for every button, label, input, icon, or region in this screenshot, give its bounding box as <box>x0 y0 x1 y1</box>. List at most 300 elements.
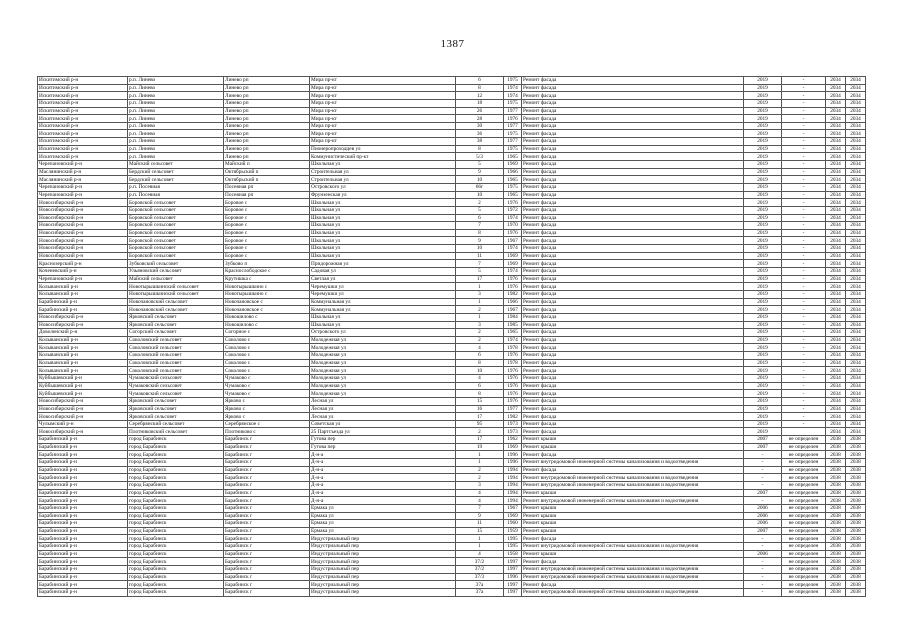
district-cell: Новосибирский р-н <box>38 313 128 321</box>
start-year-cell: 2034 <box>826 336 846 344</box>
end-year-cell: 2034 <box>846 206 866 214</box>
table-row <box>38 237 866 245</box>
house-number-cell: 38 <box>456 138 504 146</box>
last-repair-year-cell: - <box>744 558 782 566</box>
municipality-cell: Боровской сельсовет <box>128 222 224 230</box>
build-year-cell: 1982 <box>504 290 522 298</box>
start-year-cell: 2034 <box>826 237 846 245</box>
district-cell: Куйбышевский р-н <box>38 390 128 398</box>
planned-year-cell: не определен <box>782 504 826 512</box>
last-repair-year-cell: - <box>744 466 782 474</box>
table-row <box>38 520 866 528</box>
build-year-cell: 1974 <box>504 92 522 100</box>
district-cell: Маслянинский р-н <box>38 176 128 184</box>
settlement-cell: Соколово с <box>224 359 310 367</box>
work-type-cell: Ремонт фасада <box>522 199 744 207</box>
table-row <box>38 275 866 283</box>
street-cell: Школьная ул <box>310 161 456 169</box>
settlement-cell: Боровое с <box>224 206 310 214</box>
end-year-cell: 2034 <box>846 382 866 390</box>
work-type-cell: Ремонт фасада <box>522 283 744 291</box>
table-row <box>38 558 866 566</box>
house-number-cell: 1 <box>456 313 504 321</box>
start-year-cell: 2034 <box>826 290 846 298</box>
municipality-cell: город Барабинск <box>128 581 224 589</box>
start-year-cell: 2034 <box>826 344 846 352</box>
table-row <box>38 92 866 100</box>
start-year-cell: 2034 <box>826 283 846 291</box>
house-number-cell: 66г <box>456 183 504 191</box>
municipality-cell: Майский сельсовет <box>128 275 224 283</box>
district-cell: Барабинский р-н <box>38 497 128 505</box>
build-year-cell: 1975 <box>504 77 522 85</box>
district-cell: Новосибирский р-н <box>38 397 128 405</box>
district-cell: Краснозерский р-н <box>38 260 128 268</box>
street-cell: Индустриальный пер <box>310 566 456 574</box>
planned-year-cell: - <box>782 390 826 398</box>
settlement-cell: Барабинск г <box>224 550 310 558</box>
municipality-cell: город Барабинск <box>128 474 224 482</box>
start-year-cell: 2034 <box>826 367 846 375</box>
end-year-cell: 2038 <box>846 436 866 444</box>
end-year-cell: 2034 <box>846 260 866 268</box>
street-cell: Школьная ул <box>310 199 456 207</box>
table-row <box>38 497 866 505</box>
house-number-cell: 6 <box>456 214 504 222</box>
street-cell: Д-н-а <box>310 451 456 459</box>
street-cell: Светлая ул <box>310 275 456 283</box>
street-cell: Индустриальный пер <box>310 558 456 566</box>
settlement-cell: Соколово с <box>224 367 310 375</box>
last-repair-year-cell: 2007 <box>744 436 782 444</box>
build-year-cell: 1965 <box>504 191 522 199</box>
end-year-cell: 2038 <box>846 451 866 459</box>
work-type-cell: Ремонт фасада <box>522 122 744 130</box>
table-row <box>38 252 866 260</box>
end-year-cell: 2038 <box>846 489 866 497</box>
municipality-cell: город Барабинск <box>128 558 224 566</box>
settlement-cell: Барабинск г <box>224 497 310 505</box>
end-year-cell: 2038 <box>846 527 866 535</box>
table-row <box>38 130 866 138</box>
work-type-cell: Ремонт фасада <box>522 130 744 138</box>
table-row <box>38 161 866 169</box>
municipality-cell: город Барабинск <box>128 481 224 489</box>
last-repair-year-cell: - <box>744 481 782 489</box>
table-row <box>38 489 866 497</box>
build-year-cell: 1975 <box>504 145 522 153</box>
start-year-cell: 2038 <box>826 588 846 596</box>
settlement-cell: Линево рп <box>224 92 310 100</box>
work-type-cell: Ремонт фасада <box>522 191 744 199</box>
build-year-cell: 1976 <box>504 229 522 237</box>
work-type-cell: Ремонт фасада <box>522 336 744 344</box>
last-repair-year-cell: 2019 <box>744 344 782 352</box>
street-cell: Черемушки ул <box>310 290 456 298</box>
planned-year-cell: не определен <box>782 512 826 520</box>
settlement-cell: Плотниково с <box>224 428 310 436</box>
house-number-cell: 10 <box>456 176 504 184</box>
start-year-cell: 2034 <box>826 382 846 390</box>
build-year-cell: 1978 <box>504 344 522 352</box>
street-cell: Мира пр-кт <box>310 138 456 146</box>
end-year-cell: 2034 <box>846 268 866 276</box>
planned-year-cell: - <box>782 191 826 199</box>
street-cell: Индустриальный пер <box>310 543 456 551</box>
table-row <box>38 122 866 130</box>
street-cell: Фрунзенская ул <box>310 191 456 199</box>
last-repair-year-cell: 2019 <box>744 268 782 276</box>
build-year-cell: 1976 <box>504 115 522 123</box>
municipality-cell: р.п. Линево <box>128 77 224 85</box>
end-year-cell: 2034 <box>846 298 866 306</box>
municipality-cell: Ярковский сельсовет <box>128 397 224 405</box>
end-year-cell: 2034 <box>846 84 866 92</box>
work-type-cell: Ремонт фасада <box>522 214 744 222</box>
last-repair-year-cell: 2019 <box>744 306 782 314</box>
start-year-cell: 2038 <box>826 527 846 535</box>
table-row <box>38 451 866 459</box>
end-year-cell: 2034 <box>846 420 866 428</box>
last-repair-year-cell: 2006 <box>744 504 782 512</box>
house-number-cell: 36 <box>456 130 504 138</box>
settlement-cell: Ярково с <box>224 397 310 405</box>
planned-year-cell: - <box>782 206 826 214</box>
last-repair-year-cell: 2019 <box>744 245 782 253</box>
municipality-cell: Соколовский сельсовет <box>128 367 224 375</box>
planned-year-cell: - <box>782 214 826 222</box>
work-type-cell: Ремонт внутридомовой инженерной системы канализования и водоотведения <box>522 481 744 489</box>
work-type-cell: Ремонт фасада <box>522 313 744 321</box>
last-repair-year-cell: - <box>744 566 782 574</box>
last-repair-year-cell: 2019 <box>744 161 782 169</box>
last-repair-year-cell: 2019 <box>744 176 782 184</box>
planned-year-cell: не определен <box>782 474 826 482</box>
municipality-cell: Ярковский сельсовет <box>128 413 224 421</box>
start-year-cell: 2034 <box>826 168 846 176</box>
last-repair-year-cell: - <box>744 459 782 467</box>
planned-year-cell: не определен <box>782 535 826 543</box>
municipality-cell: Ярковский сельсовет <box>128 321 224 329</box>
settlement-cell: Зубково п <box>224 260 310 268</box>
district-cell: Искитимский р-н <box>38 115 128 123</box>
street-cell: Молодежная ул <box>310 359 456 367</box>
street-cell: Ермака ул <box>310 520 456 528</box>
work-type-cell: Ремонт фасада <box>522 359 744 367</box>
street-cell: Д-н-а <box>310 489 456 497</box>
municipality-cell: город Барабинск <box>128 459 224 467</box>
district-cell: Барабинский р-н <box>38 443 128 451</box>
table-row <box>38 382 866 390</box>
settlement-cell: Барабинск г <box>224 451 310 459</box>
build-year-cell: 1977 <box>504 107 522 115</box>
start-year-cell: 2034 <box>826 138 846 146</box>
house-number-cell: 3 <box>456 290 504 298</box>
district-cell: Коченевский р-н <box>38 268 128 276</box>
build-year-cell: 1996 <box>504 573 522 581</box>
table-row <box>38 283 866 291</box>
district-cell: Колыванский р-н <box>38 367 128 375</box>
street-cell: Молодежная ул <box>310 367 456 375</box>
work-type-cell: Ремонт фасада <box>522 260 744 268</box>
municipality-cell: Ярковский сельсовет <box>128 405 224 413</box>
work-type-cell: Ремонт фасада <box>522 451 744 459</box>
table-row <box>38 199 866 207</box>
start-year-cell: 2034 <box>826 153 846 161</box>
last-repair-year-cell: 2019 <box>744 405 782 413</box>
last-repair-year-cell: 2019 <box>744 191 782 199</box>
last-repair-year-cell: 2019 <box>744 420 782 428</box>
planned-year-cell: - <box>782 130 826 138</box>
settlement-cell: Барабинск г <box>224 466 310 474</box>
house-number-cell: 1 <box>456 535 504 543</box>
settlement-cell: Барабинск г <box>224 504 310 512</box>
settlement-cell: Линево рп <box>224 130 310 138</box>
build-year-cell: 1982 <box>504 413 522 421</box>
house-number-cell: 1 <box>456 451 504 459</box>
planned-year-cell: - <box>782 222 826 230</box>
table-row <box>38 138 866 146</box>
table-row <box>38 329 866 337</box>
planned-year-cell: - <box>782 107 826 115</box>
last-repair-year-cell: 2019 <box>744 329 782 337</box>
planned-year-cell: - <box>782 145 826 153</box>
work-type-cell: Ремонт фасада <box>522 275 744 283</box>
end-year-cell: 2034 <box>846 428 866 436</box>
work-type-cell: Ремонт фасада <box>522 245 744 253</box>
district-cell: Барабинский р-н <box>38 535 128 543</box>
build-year-cell: 1962 <box>504 436 522 444</box>
start-year-cell: 2038 <box>826 558 846 566</box>
planned-year-cell: - <box>782 374 826 382</box>
start-year-cell: 2038 <box>826 520 846 528</box>
work-type-cell: Ремонт фасада <box>522 84 744 92</box>
planned-year-cell: - <box>782 122 826 130</box>
work-type-cell: Ремонт фасада <box>522 77 744 85</box>
last-repair-year-cell: 2019 <box>744 199 782 207</box>
work-type-cell: Ремонт внутридомовой инженерной системы канализования и водоотведения <box>522 497 744 505</box>
house-number-cell: 15 <box>456 397 504 405</box>
last-repair-year-cell: 2019 <box>744 359 782 367</box>
end-year-cell: 2038 <box>846 520 866 528</box>
settlement-cell: Барабинск г <box>224 527 310 535</box>
house-number-cell: 1 <box>456 298 504 306</box>
last-repair-year-cell: 2019 <box>744 122 782 130</box>
work-type-cell: Ремонт фасада <box>522 168 744 176</box>
start-year-cell: 2038 <box>826 581 846 589</box>
house-number-cell: 4 <box>456 374 504 382</box>
work-type-cell: Ремонт крыши <box>522 527 744 535</box>
start-year-cell: 2038 <box>826 466 846 474</box>
build-year-cell: 1997 <box>504 566 522 574</box>
last-repair-year-cell: 2019 <box>744 237 782 245</box>
street-cell: Коммунальная ул <box>310 298 456 306</box>
end-year-cell: 2038 <box>846 566 866 574</box>
street-cell: Лесная ул <box>310 397 456 405</box>
street-cell: Школьная ул <box>310 206 456 214</box>
settlement-cell: Барабинск г <box>224 489 310 497</box>
house-number-cell: 16 <box>456 405 504 413</box>
district-cell: Искитимский р-н <box>38 77 128 85</box>
municipality-cell: город Барабинск <box>128 489 224 497</box>
last-repair-year-cell: 2019 <box>744 252 782 260</box>
settlement-cell: Чумаково с <box>224 382 310 390</box>
house-number-cell: 19 <box>456 443 504 451</box>
house-number-cell: 17 <box>456 413 504 421</box>
planned-year-cell: не определен <box>782 573 826 581</box>
district-cell: Барабинский р-н <box>38 550 128 558</box>
table-row <box>38 466 866 474</box>
start-year-cell: 2034 <box>826 145 846 153</box>
build-year-cell: 1973 <box>504 420 522 428</box>
settlement-cell: Октябрьский п <box>224 176 310 184</box>
house-number-cell: 4 <box>456 550 504 558</box>
table-row <box>38 566 866 574</box>
planned-year-cell: - <box>782 420 826 428</box>
settlement-cell: Линево рп <box>224 138 310 146</box>
end-year-cell: 2034 <box>846 145 866 153</box>
municipality-cell: город Барабинск <box>128 520 224 528</box>
planned-year-cell: - <box>782 313 826 321</box>
end-year-cell: 2038 <box>846 535 866 543</box>
work-type-cell: Ремонт фасада <box>522 413 744 421</box>
district-cell: Искитимский р-н <box>38 145 128 153</box>
district-cell: Новосибирский р-н <box>38 321 128 329</box>
end-year-cell: 2034 <box>846 183 866 191</box>
work-type-cell: Ремонт фасада <box>522 405 744 413</box>
house-number-cell: 2 <box>456 336 504 344</box>
settlement-cell: Линево рп <box>224 115 310 123</box>
end-year-cell: 2038 <box>846 459 866 467</box>
settlement-cell: Барабинск г <box>224 566 310 574</box>
street-cell: Лесная ул <box>310 405 456 413</box>
municipality-cell: Согорский сельсовет <box>128 329 224 337</box>
municipality-cell: Соколовский сельсовет <box>128 336 224 344</box>
street-cell: Школьная ул <box>310 252 456 260</box>
end-year-cell: 2034 <box>846 313 866 321</box>
last-repair-year-cell: 2019 <box>744 214 782 222</box>
district-cell: Барабинский р-н <box>38 474 128 482</box>
last-repair-year-cell: 2007 <box>744 527 782 535</box>
municipality-cell: Новочановский сельсовет <box>128 306 224 314</box>
last-repair-year-cell: - <box>744 581 782 589</box>
municipality-cell: Серебрянский сельсовет <box>128 420 224 428</box>
start-year-cell: 2034 <box>826 268 846 276</box>
district-cell: Искитимский р-н <box>38 153 128 161</box>
municipality-cell: город Барабинск <box>128 588 224 596</box>
settlement-cell: Боровое с <box>224 199 310 207</box>
settlement-cell: Барабинск г <box>224 512 310 520</box>
district-cell: Новосибирский р-н <box>38 206 128 214</box>
start-year-cell: 2038 <box>826 481 846 489</box>
municipality-cell: город Барабинск <box>128 527 224 535</box>
planned-year-cell: - <box>782 84 826 92</box>
last-repair-year-cell: 2006 <box>744 520 782 528</box>
end-year-cell: 2034 <box>846 229 866 237</box>
planned-year-cell: - <box>782 306 826 314</box>
street-cell: Пионеропроходцев ул <box>310 145 456 153</box>
table-row <box>38 436 866 444</box>
planned-year-cell <box>782 428 826 436</box>
start-year-cell: 2034 <box>826 161 846 169</box>
district-cell: Новосибирский р-н <box>38 229 128 237</box>
municipality-cell: город Барабинск <box>128 543 224 551</box>
work-type-cell: Ремонт крыши <box>522 443 744 451</box>
table-row <box>38 428 866 436</box>
house-number-cell: 37/2 <box>456 558 504 566</box>
work-type-cell: Ремонт внутридомовой инженерной системы канализования и водоотведения <box>522 474 744 482</box>
last-repair-year-cell: 2007 <box>744 489 782 497</box>
house-number-cell: 17 <box>456 275 504 283</box>
planned-year-cell: не определен <box>782 436 826 444</box>
municipality-cell: город Барабинск <box>128 550 224 558</box>
table-row <box>38 306 866 314</box>
start-year-cell: 2038 <box>826 550 846 558</box>
street-cell: Индустриальный пер <box>310 581 456 589</box>
planned-year-cell: - <box>782 290 826 298</box>
build-year-cell: 1976 <box>504 367 522 375</box>
table-row <box>38 443 866 451</box>
planned-year-cell: - <box>782 92 826 100</box>
planned-year-cell: - <box>782 161 826 169</box>
street-cell: Островского ул <box>310 183 456 191</box>
district-cell: Искитимский р-н <box>38 138 128 146</box>
house-number-cell: 5 <box>456 206 504 214</box>
start-year-cell: 2034 <box>826 420 846 428</box>
start-year-cell: 2034 <box>826 199 846 207</box>
district-cell: Колыванский р-н <box>38 344 128 352</box>
table-row <box>38 512 866 520</box>
municipality-cell: Боровской сельсовет <box>128 245 224 253</box>
municipality-cell: Соколовский сельсовет <box>128 352 224 360</box>
build-year-cell: 1994 <box>504 497 522 505</box>
table-row <box>38 588 866 596</box>
municipality-cell: р.п. Посевная <box>128 191 224 199</box>
municipality-cell: Чумаковский сельсовет <box>128 374 224 382</box>
district-cell: Маслянинский р-н <box>38 168 128 176</box>
start-year-cell: 2034 <box>826 260 846 268</box>
house-number-cell: 5/3 <box>456 153 504 161</box>
district-cell: Новосибирский р-н <box>38 405 128 413</box>
house-number-cell: 9 <box>456 512 504 520</box>
house-number-cell: 37а <box>456 588 504 596</box>
settlement-cell: Посевная рп <box>224 191 310 199</box>
district-cell: Черепановский р-н <box>38 161 128 169</box>
table-row <box>38 99 866 107</box>
work-type-cell: Ремонт фасада <box>522 145 744 153</box>
start-year-cell: 2034 <box>826 397 846 405</box>
district-cell: Барабинский р-н <box>38 512 128 520</box>
end-year-cell: 2034 <box>846 321 866 329</box>
house-number-cell: 9 <box>456 168 504 176</box>
table-row <box>38 359 866 367</box>
build-year-cell: 1967 <box>504 237 522 245</box>
end-year-cell: 2038 <box>846 543 866 551</box>
build-year-cell: 1994 <box>504 489 522 497</box>
work-type-cell: Ремонт фасада <box>522 237 744 245</box>
municipality-cell: город Барабинск <box>128 436 224 444</box>
start-year-cell: 2034 <box>826 428 846 436</box>
house-number-cell: 95 <box>456 420 504 428</box>
street-cell: Садовая ул <box>310 268 456 276</box>
district-cell: Барабинский р-н <box>38 436 128 444</box>
planned-year-cell: не определен <box>782 489 826 497</box>
district-cell: Искитимский р-н <box>38 84 128 92</box>
end-year-cell: 2038 <box>846 443 866 451</box>
settlement-cell: Барабинск г <box>224 436 310 444</box>
house-number-cell: 2 <box>456 474 504 482</box>
last-repair-year-cell: 2019 <box>744 390 782 398</box>
